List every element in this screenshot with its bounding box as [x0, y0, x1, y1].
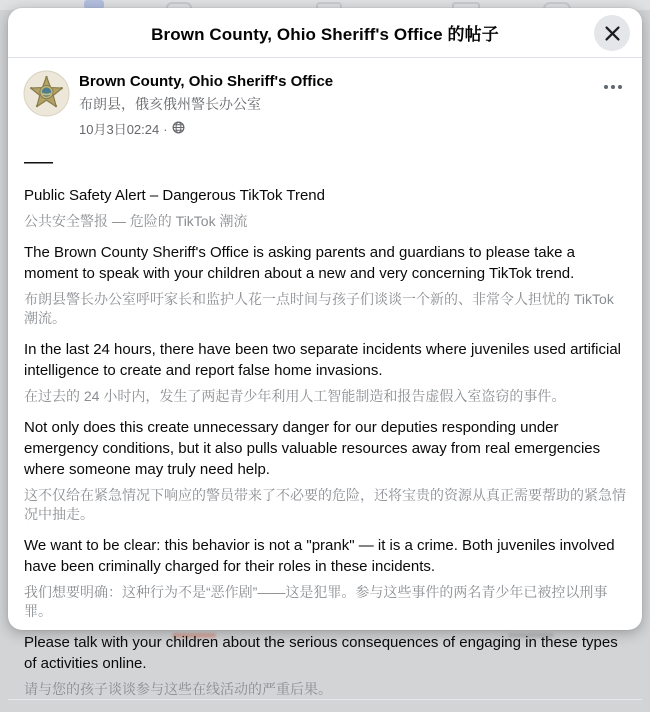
paragraph-chinese-translation: 在过去的 24 小时内，发生了两起青少年利用人工智能制造和报告虚假入室盗窃的事件。: [24, 388, 566, 404]
post-scroll-area[interactable]: [8, 58, 642, 699]
paragraph-chinese-translation: 请与您的孩子谈谈参与这些在线活动的严重后果。: [24, 681, 332, 697]
paragraph-chinese-translation: 这不仅给在紧急情况下响应的警员带来了不必要的危险，还将宝贵的资源从真正需要帮助的紧急情况中抽走。: [24, 487, 626, 522]
post-paragraph: [24, 185, 626, 231]
paragraph-english: Public Safety Alert – Dangerous TikTok Trend: [24, 187, 325, 204]
close-button[interactable]: [594, 15, 630, 51]
avatar[interactable]: [24, 71, 69, 116]
author-info: [79, 71, 333, 138]
post-paragraph: [24, 339, 626, 406]
post-divider-text: ——: [24, 154, 52, 171]
post-paragraph: [24, 535, 626, 621]
author-subtitle: 布朗县，俄亥俄州警长办公室: [79, 96, 261, 112]
dialog-title: Brown County, Ohio Sheriff's Office 的帖子: [151, 25, 499, 44]
paragraph-english: Not only does this create unnecessary danger for our deputies responding under emergency conditions, but it also pulls valuable resources away from real emergencies where someone may truly need help.: [24, 419, 601, 478]
timestamp[interactable]: 10月3日02:24: [79, 122, 160, 137]
timestamp-separator: ·: [163, 122, 168, 137]
dialog-footer: [8, 699, 642, 712]
post-header: [24, 71, 626, 138]
more-options-button[interactable]: [600, 79, 626, 95]
paragraph-english: In the last 24 hours, there have been two separate incidents where juveniles used artificial intelligence to create and report false home invasions.: [24, 341, 622, 379]
post-paragraph: [24, 242, 626, 328]
paragraph-english: Please talk with your children about the serious consequences of engaging in these types of activities online.: [24, 634, 618, 672]
timestamp-row[interactable]: [79, 121, 333, 138]
post-dialog: [8, 8, 642, 697]
paragraph-chinese-translation: 我们想要明确：这种行为不是“恶作剧”——这是犯罪。参与这些事件的两名青少年已被控以刑事罪。: [24, 584, 608, 619]
close-icon: [604, 25, 621, 42]
sheriff-star-badge-icon: [24, 71, 69, 116]
dialog-header: [8, 8, 642, 58]
author-name[interactable]: Brown County, Ohio Sheriff's Office: [79, 73, 334, 90]
globe-privacy-icon: [172, 121, 185, 138]
paragraph-english: We want to be clear: this behavior is not a "prank" — it is a crime. Both juveniles involved have been criminally charged for their roles in these incidents.: [24, 537, 615, 575]
post-body: [24, 153, 626, 699]
paragraph-chinese-translation: 布朗县警长办公室呼吁家长和监护人花一点时间与孩子们谈谈一个新的、非常令人担忧的 TikTok 潮流。: [24, 291, 614, 326]
post-paragraph: [24, 632, 626, 699]
paragraph-chinese-translation: 公共安全警报 — 危险的 TikTok 潮流: [24, 213, 248, 229]
paragraph-english: The Brown County Sheriff's Office is asking parents and guardians to please take a moment to speak with your children about a new and very concerning TikTok trend.: [24, 244, 575, 282]
post-paragraph: [24, 417, 626, 524]
ellipsis-icon: [604, 85, 622, 89]
